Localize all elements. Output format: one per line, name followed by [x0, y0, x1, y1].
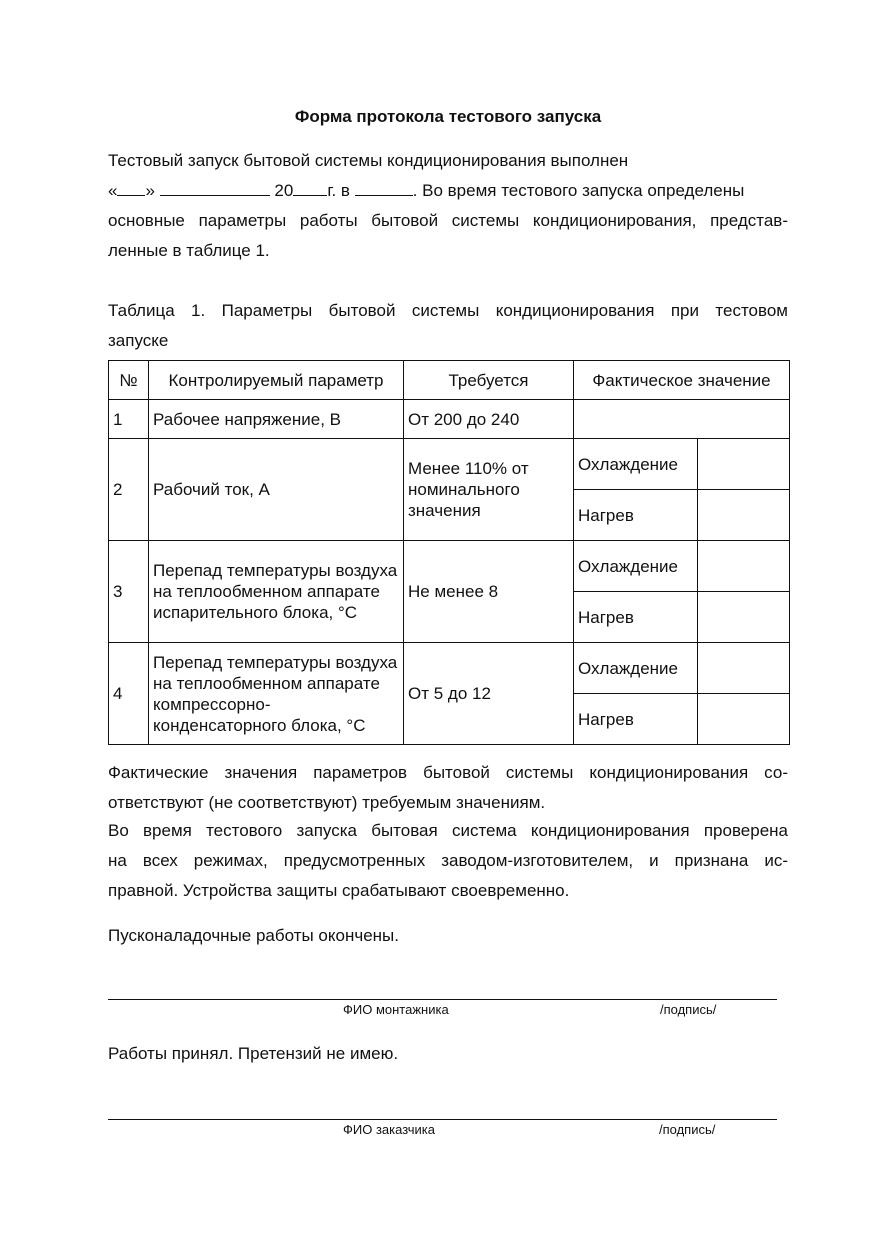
year-blank[interactable]: [293, 181, 327, 196]
month-blank[interactable]: [160, 181, 270, 196]
document-title: Форма протокола тестового запуска: [294, 107, 602, 126]
time-blank[interactable]: [355, 181, 413, 196]
header-required: Требуется: [404, 361, 574, 400]
parameters-table: [108, 360, 790, 745]
intro-line-4: ленные в таблице 1.: [108, 241, 270, 260]
header-number: №: [109, 361, 149, 400]
row-parameter: Рабочее напряжение, В: [149, 400, 404, 439]
heating-value-cell[interactable]: [698, 592, 790, 643]
cooling-value-cell[interactable]: [698, 643, 790, 694]
installer-signature-line[interactable]: [108, 999, 777, 1000]
mode-heating-label: Нагрев: [574, 694, 698, 745]
row-required: От 5 до 12: [404, 643, 574, 745]
heating-value-cell[interactable]: [698, 490, 790, 541]
conclusion-line-5: правной. Устройства защиты срабатывают своевременно.: [108, 881, 570, 900]
year-prefix: 20: [274, 181, 294, 200]
installer-sign-label: /подпись/: [660, 1002, 717, 1017]
intro-line-2-rest: . Во время тестового запуска определены: [412, 181, 745, 200]
mode-cooling-label: Охлаждение: [574, 541, 698, 592]
intro-paragraph: [108, 146, 788, 266]
year-suffix: г. в: [327, 181, 350, 200]
conclusion-paragraph-3: [108, 921, 788, 951]
table-row: [109, 643, 790, 694]
mode-heating-label: Нагрев: [574, 490, 698, 541]
customer-name-label: ФИО заказчика: [343, 1122, 435, 1137]
table-row: [109, 541, 790, 592]
table-row: [109, 400, 790, 439]
header-actual: Фактическое значение: [574, 361, 790, 400]
row-required: Не менее 8: [404, 541, 574, 643]
table-caption-line-2: запуске: [108, 331, 169, 350]
intro-line-1: Тестовый запуск бытовой системы кондиционирования выполнен: [108, 151, 629, 170]
intro-line-2: [108, 176, 788, 206]
acceptance-text: Работы принял. Претензий не имею.: [108, 1044, 399, 1063]
header-parameter: Контролируемый параметр: [149, 361, 404, 400]
intro-line-3: основные параметры работы бытовой системы кондиционирования, представ-: [108, 211, 788, 230]
row-parameter: Перепад температуры воздуха на теплообменном аппарате компрессорно-конденсаторного блока, °С: [149, 643, 404, 745]
works-finished-text: Пусконаладочные работы окончены.: [108, 926, 399, 945]
quote-close: »: [145, 181, 155, 200]
row-number: 2: [109, 439, 149, 541]
row-number: 3: [109, 541, 149, 643]
customer-signature-line[interactable]: [108, 1119, 777, 1120]
table-row: [109, 439, 790, 490]
row-required: От 200 до 240: [404, 400, 574, 439]
conclusion-line-1: Фактические значения параметров бытовой системы кондиционирования со-: [108, 763, 788, 782]
row-parameter: Рабочий ток, А: [149, 439, 404, 541]
conclusion-line-4: на всех режимах, предусмотренных заводом-изготовителем, и признана ис-: [108, 851, 788, 870]
conclusion-line-3: Во время тестового запуска бытовая система кондиционирования проверена: [108, 821, 788, 840]
row-number: 4: [109, 643, 149, 745]
row-required: Менее 110% от номинального значения: [404, 439, 574, 541]
mode-cooling-label: Охлаждение: [574, 643, 698, 694]
table-caption: [108, 296, 788, 356]
quote-open: «: [108, 181, 118, 200]
cooling-value-cell[interactable]: [698, 439, 790, 490]
mode-cooling-label: Охлаждение: [574, 439, 698, 490]
row-number: 1: [109, 400, 149, 439]
installer-name-label: ФИО монтажника: [343, 1002, 449, 1017]
table-header-row: [109, 361, 790, 400]
customer-sign-label: /подпись/: [659, 1122, 716, 1137]
day-blank[interactable]: [117, 181, 145, 196]
cooling-value-cell[interactable]: [698, 541, 790, 592]
conclusion-line-2: ответствуют (не соответствуют) требуемым значениям.: [108, 793, 546, 812]
row-parameter: Перепад температуры воздуха на теплообменном аппарате испарительного блока, °С: [149, 541, 404, 643]
table-caption-line-1: Таблица 1. Параметры бытовой системы кондиционирования при тестовом: [108, 301, 788, 320]
mode-heating-label: Нагрев: [574, 592, 698, 643]
row-actual-value-cell[interactable]: [574, 400, 790, 439]
heating-value-cell[interactable]: [698, 694, 790, 745]
acceptance-paragraph: [108, 1039, 788, 1069]
conclusion-paragraph-2: [108, 816, 788, 906]
conclusion-paragraph-1: [108, 758, 788, 818]
